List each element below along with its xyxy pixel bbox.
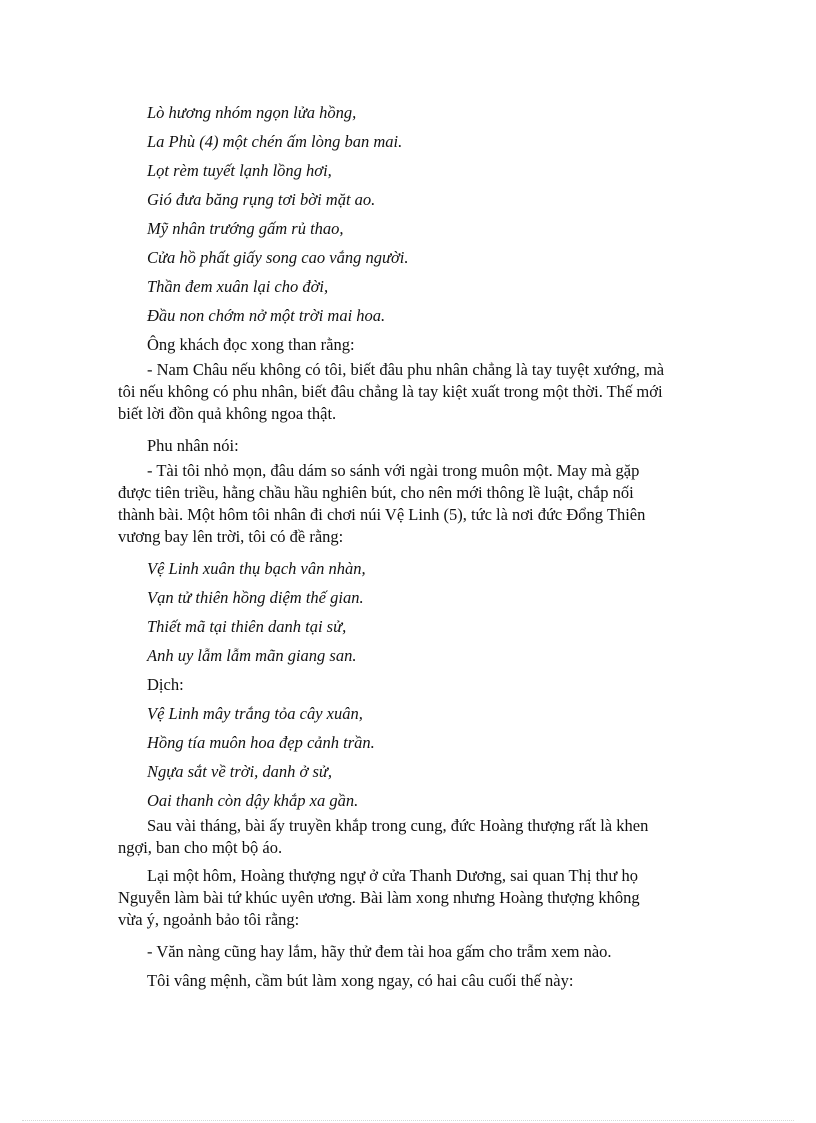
verse-line: Lọt rèm tuyết lạnh lồng hơi, bbox=[147, 161, 332, 180]
poem-stanza-2 bbox=[118, 554, 698, 670]
paragraph-phu-nhan-noi: Phu nhân nói: bbox=[147, 436, 239, 455]
verse-line: Gió đưa băng rụng tơi bời mặt ao. bbox=[147, 190, 376, 209]
verse-line: Đầu non chớm nở một trời mai hoa. bbox=[147, 306, 386, 325]
poem-stanza-1 bbox=[118, 98, 698, 330]
verse-line: Lò hương nhóm ngọn lửa hồng, bbox=[147, 103, 357, 122]
verse-line: Thần đem xuân lại cho đời, bbox=[147, 277, 329, 296]
verse-line: Hồng tía muôn hoa đẹp cảnh trần. bbox=[147, 733, 375, 752]
paragraph-van-nang: - Văn nàng cũng hay lắm, hãy thử đem tài hoa gấm cho trẫm xem nào. bbox=[147, 942, 612, 961]
verse-line: Vạn tử thiên hồng diệm thế gian. bbox=[147, 588, 364, 607]
paragraph-toi-vang-menh: Tôi vâng mệnh, cầm bút làm xong ngay, có hai câu cuối thế này: bbox=[147, 971, 574, 990]
verse-line: Anh uy lẫm lẫm mãn giang san. bbox=[147, 646, 357, 665]
paragraph-line: vừa ý, ngoảnh bảo tôi rằng: bbox=[118, 910, 300, 929]
paragraph-line: Sau vài tháng, bài ấy truyền khắp trong cung, đức Hoàng thượng rất là khen bbox=[147, 816, 649, 835]
paragraph-line: vương bay lên trời, tôi có đề rằng: bbox=[118, 527, 344, 546]
verse-line: La Phù (4) một chén ấm lòng ban mai. bbox=[147, 132, 403, 151]
paragraph-dich: Dịch: bbox=[147, 675, 184, 694]
paragraph-line: thành bài. Một hôm tôi nhân đi chơi núi Vệ Linh (5), tức là nơi đức Đổng Thiên bbox=[118, 505, 646, 524]
paragraph-line: tôi nếu không có phu nhân, biết đâu chẳng là tay kiệt xuất trong một thời. Thế mới bbox=[118, 382, 663, 401]
paragraph-line: Nguyễn làm bài tứ khúc uyên ương. Bài làm xong nhưng Hoàng thượng không bbox=[118, 888, 640, 907]
verse-line: Oai thanh còn dậy khắp xa gần. bbox=[147, 791, 359, 810]
verse-line: Ngựa sắt về trời, danh ở sử, bbox=[147, 762, 333, 781]
paragraph-tai-toi bbox=[118, 460, 698, 548]
paragraph-line: được tiên triều, hằng chầu hầu nghiên bút, cho nên mới thông lề luật, chắp nối bbox=[118, 483, 634, 502]
verse-line: Cửa hồ phất giấy song cao vắng người. bbox=[147, 248, 409, 267]
paragraph-khach-than: Ông khách đọc xong than rằng: bbox=[147, 335, 355, 354]
verse-line: Vệ Linh xuân thụ bạch vân nhàn, bbox=[147, 559, 366, 578]
verse-line: Mỹ nhân trướng gấm rủ thao, bbox=[147, 219, 344, 238]
verse-line: Thiết mã tại thiên danh tại sử, bbox=[147, 617, 347, 636]
paragraph-line: ngợi, ban cho một bộ áo. bbox=[118, 838, 283, 857]
paragraph-nam-chau bbox=[118, 359, 698, 425]
page-bottom-divider bbox=[22, 1120, 794, 1121]
paragraph-line: biết lời đồn quả không ngoa thật. bbox=[118, 404, 337, 423]
poem-stanza-3 bbox=[118, 699, 698, 815]
paragraph-line: Lại một hôm, Hoàng thượng ngự ở cửa Thanh Dương, sai quan Thị thư họ bbox=[147, 866, 638, 885]
paragraph-sau-vai-thang bbox=[118, 815, 698, 859]
verse-line: Vệ Linh mây trắng tỏa cây xuân, bbox=[147, 704, 363, 723]
paragraph-line: - Tài tôi nhỏ mọn, đâu dám so sánh với ngài trong muôn một. May mà gặp bbox=[147, 461, 640, 480]
paragraph-lai-mot-hom bbox=[118, 865, 698, 931]
page-text bbox=[118, 98, 698, 995]
paragraph-line: - Nam Châu nếu không có tôi, biết đâu phu nhân chẳng là tay tuyệt xướng, mà bbox=[147, 360, 665, 379]
